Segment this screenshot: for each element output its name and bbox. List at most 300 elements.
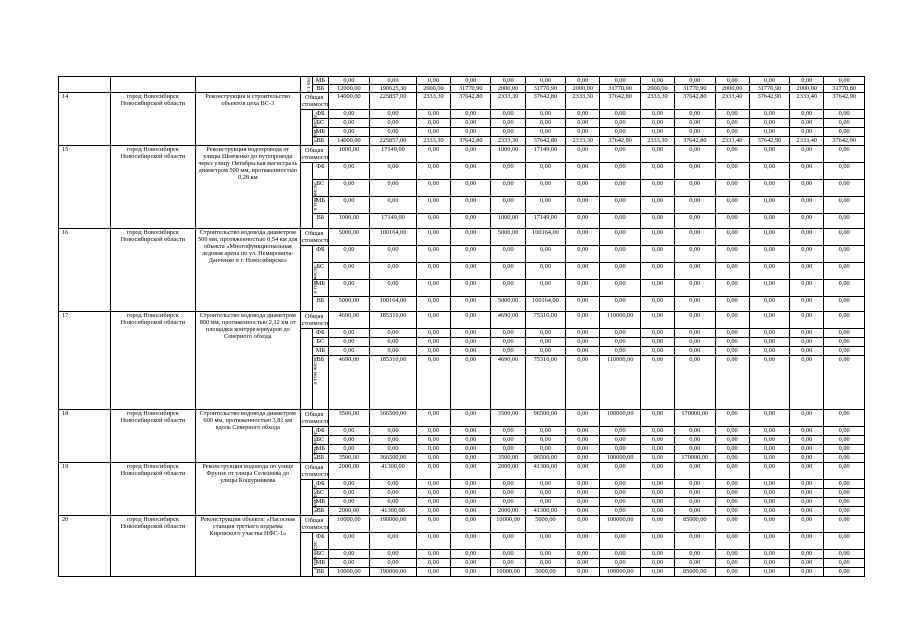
value-cell: 0,00 [749,454,789,463]
value-cell: 0,00 [790,214,824,229]
value-cell: 0,00 [328,77,369,85]
value-cell: 0,00 [416,110,450,119]
value-cell: 0,00 [715,110,749,119]
value-cell: 0,00 [566,533,600,550]
value-cell: 0,00 [600,146,640,163]
value-cell: 0,00 [790,128,824,137]
value-cell: 0,00 [525,163,565,180]
value-cell: 0,00 [790,410,824,427]
value-cell: 0,00 [824,436,865,445]
value-cell: 0,00 [640,427,674,436]
value-cell: 0,00 [715,498,749,507]
value-cell: 0,00 [715,214,749,229]
value-cell: 2333,40 [715,93,749,110]
value-cell: 0,00 [715,356,749,410]
value-cell: 0,00 [451,329,491,338]
value-cell: 0,00 [328,263,369,280]
value-cell: 225857,00 [370,93,417,110]
value-cell: 0,00 [715,197,749,214]
value-cell: 185310,00 [370,356,417,410]
value-cell: 0,00 [749,347,789,356]
value-cell: 0,00 [451,214,491,229]
value-cell: 0,00 [525,329,565,338]
value-cell: 0,00 [824,463,865,480]
value-cell: 0,00 [370,280,417,297]
value-cell: 0,00 [566,77,600,85]
value-cell: 0,00 [566,507,600,516]
in-that-label [300,163,319,229]
value-cell: 0,00 [328,480,369,489]
value-cell: 0,00 [600,347,640,356]
budget-code: ФБ [313,427,329,436]
value-cell: 0,00 [824,480,865,489]
value-cell: 0,00 [416,559,450,568]
value-cell: 100164,00 [525,229,565,246]
value-cell: 0,00 [824,533,865,550]
value-cell: 0,00 [790,280,824,297]
value-cell: 2333,40 [715,137,749,146]
value-cell: 2333,30 [491,137,525,146]
value-cell: 0,00 [675,436,715,445]
value-cell: 170000,00 [675,454,715,463]
value-cell: 0,00 [328,445,369,454]
budget-code: ВБ [313,85,329,93]
value-cell: 0,00 [416,297,450,312]
value-cell: 0,00 [451,454,491,463]
value-cell: 0,00 [416,489,450,498]
value-cell: 37642,80 [451,137,491,146]
value-cell: 0,00 [451,128,491,137]
value-cell: 0,00 [451,77,491,85]
value-cell: 2333,30 [640,137,674,146]
value-cell: 0,00 [824,229,865,246]
value-cell: 5000,00 [491,229,525,246]
value-cell: 0,00 [749,516,789,533]
value-cell: 37642,90 [824,93,865,110]
value-cell: 0,00 [525,436,565,445]
value-cell: 0,00 [790,498,824,507]
value-cell: 0,00 [416,463,450,480]
value-cell: 0,00 [328,559,369,568]
value-cell: 0,00 [370,263,417,280]
value-cell: 0,00 [566,146,600,163]
value-cell: 0,00 [824,498,865,507]
value-cell: 0,00 [416,312,450,329]
value-cell: 0,00 [416,263,450,280]
value-cell: 37642,90 [749,137,789,146]
value-cell: 0,00 [328,197,369,214]
value-cell: 10000,00 [491,516,525,533]
value-cell: 0,00 [451,533,491,550]
value-cell: 0,00 [491,533,525,550]
value-cell: 41300,00 [525,507,565,516]
value-cell: 0,00 [749,214,789,229]
budget-code: ВБ [313,454,329,463]
value-cell: 0,00 [824,568,865,577]
value-cell: 0,00 [715,246,749,263]
value-cell: 0,00 [790,246,824,263]
value-cell: 0,00 [525,550,565,559]
project-name: Реконструкция объекта: «Насосная станция третьего подъема Кировского участка НФС-1» [195,516,300,577]
value-cell: 0,00 [824,312,865,329]
value-cell: 14000,00 [328,93,369,110]
value-cell: 0,00 [824,110,865,119]
value-cell: 0,00 [749,163,789,180]
value-cell: 0,00 [600,489,640,498]
value-cell: 0,00 [451,559,491,568]
value-cell: 0,00 [675,110,715,119]
value-cell: 225857,00 [370,137,417,146]
value-cell: 0,00 [749,180,789,197]
value-cell: 0,00 [824,445,865,454]
value-cell: 0,00 [328,280,369,297]
value-cell: 0,00 [416,356,450,410]
value-cell: 0,00 [640,550,674,559]
value-cell: 31770,90 [749,85,789,93]
value-cell: 0,00 [824,119,865,128]
value-cell: 0,00 [416,550,450,559]
budget-code: БС [313,263,329,280]
municipality: город Новосибирск Новосибирской области [110,146,195,229]
value-cell: 0,00 [416,347,450,356]
budget-code: БС [313,436,329,445]
value-cell: 0,00 [640,119,674,128]
value-cell: 0,00 [824,507,865,516]
value-cell: 4690,00 [328,356,369,410]
value-cell: 0,00 [525,498,565,507]
value-cell: 0,00 [824,410,865,427]
value-cell: 0,00 [749,128,789,137]
value-cell: 0,00 [491,489,525,498]
value-cell: 0,00 [451,312,491,329]
value-cell: 0,00 [328,436,369,445]
value-cell: 0,00 [600,229,640,246]
value-cell: 0,00 [451,280,491,297]
value-cell: 96500,00 [525,410,565,427]
value-cell: 0,00 [675,128,715,137]
value-cell: 0,00 [640,445,674,454]
value-cell: 0,00 [328,119,369,128]
value-cell: 0,00 [640,297,674,312]
value-cell: 0,00 [824,128,865,137]
value-cell: 0,00 [715,445,749,454]
value-cell: 31770,90 [600,85,640,93]
value-cell: 0,00 [451,263,491,280]
budget-code: ФБ [313,163,329,180]
value-cell: 0,00 [370,110,417,119]
municipality: город Новосибирск Новосибирской области [110,229,195,312]
project-name: Строительство водовода диаметром 800 мм, протяженностью 2,12 км от площадки контррезервуаров до Северного обхода [195,312,300,410]
value-cell: 0,00 [451,146,491,163]
value-cell: 0,00 [451,507,491,516]
value-cell: 0,00 [491,480,525,489]
in-that-label [300,110,319,146]
value-cell: 0,00 [824,280,865,297]
value-cell: 0,00 [675,297,715,312]
value-cell: 0,00 [370,445,417,454]
value-cell: 0,00 [715,229,749,246]
value-cell: 0,00 [451,410,491,427]
value-cell: 2333,30 [566,93,600,110]
value-cell: 75310,00 [525,356,565,410]
project-total-row [59,146,865,163]
in-that-text: в том числе: [312,113,319,143]
in-that-label [300,427,319,463]
value-cell: 41300,00 [370,463,417,480]
budget-code: МБ [313,280,329,297]
value-cell: 185310,00 [370,312,417,329]
value-cell: 0,00 [566,480,600,489]
value-cell: 0,00 [451,356,491,410]
value-cell: 0,00 [370,347,417,356]
value-cell: 17149,00 [525,146,565,163]
value-cell: 0,00 [600,507,640,516]
value-cell: 0,00 [566,427,600,436]
value-cell: 0,00 [600,297,640,312]
total-cost-label: Общая стоимость [301,230,330,244]
value-cell: 0,00 [715,559,749,568]
municipality: город Новосибирск Новосибирской области [110,312,195,410]
value-cell: 0,00 [749,338,789,347]
municipality-cell [110,77,195,93]
value-cell: 0,00 [491,550,525,559]
value-cell: 0,00 [451,110,491,119]
value-cell: 0,00 [416,146,450,163]
value-cell: 100164,00 [525,297,565,312]
value-cell: 0,00 [370,163,417,180]
value-cell: 0,00 [749,197,789,214]
value-cell: 0,00 [675,347,715,356]
value-cell: 0,00 [749,356,789,410]
value-cell: 0,00 [600,338,640,347]
in-that-text: в том числе: [312,181,319,211]
value-cell: 0,00 [416,128,450,137]
value-cell: 0,00 [491,280,525,297]
value-cell: 0,00 [491,427,525,436]
value-cell: 0,00 [824,329,865,338]
value-cell: 0,00 [491,197,525,214]
value-cell: 4690,00 [491,356,525,410]
value-cell: 0,00 [566,463,600,480]
value-cell: 0,00 [370,338,417,347]
value-cell: 100000,00 [600,410,640,427]
budget-code: БС [313,338,329,347]
value-cell: 0,00 [328,110,369,119]
value-cell: 0,00 [640,163,674,180]
value-cell: 0,00 [790,533,824,550]
budget-code: ФБ [313,246,329,263]
value-cell: 0,00 [824,550,865,559]
value-cell: 31770,80 [824,85,865,93]
value-cell: 0,00 [566,436,600,445]
value-cell: 0,00 [566,454,600,463]
value-cell: 190000,00 [370,568,417,577]
value-cell: 85000,00 [675,568,715,577]
value-cell: 0,00 [370,119,417,128]
value-cell: 0,00 [749,498,789,507]
value-cell: 2000,00 [416,85,450,93]
value-cell: 0,00 [824,180,865,197]
value-cell: 0,00 [491,445,525,454]
value-cell: 2000,00 [491,463,525,480]
value-cell: 0,00 [566,229,600,246]
value-cell: 0,00 [715,463,749,480]
value-cell: 0,00 [640,454,674,463]
total-cost-label: Общая стоимость [301,464,330,478]
in-that-text: в том числе: [312,430,319,460]
value-cell: 0,00 [451,550,491,559]
value-cell: 0,00 [491,77,525,85]
budget-code: МБ [313,559,329,568]
value-cell: 0,00 [600,436,640,445]
value-cell: 0,00 [790,347,824,356]
value-cell: 0,00 [675,229,715,246]
value-cell: 0,00 [416,246,450,263]
value-cell: 0,00 [790,550,824,559]
value-cell: 0,00 [640,498,674,507]
value-cell: 0,00 [715,128,749,137]
value-cell: 0,00 [416,516,450,533]
value-cell: 0,00 [675,214,715,229]
value-cell: 0,00 [416,77,450,85]
value-cell: 0,00 [491,180,525,197]
value-cell: 0,00 [416,480,450,489]
value-cell: 0,00 [824,163,865,180]
value-cell: 0,00 [675,550,715,559]
value-cell: 2333,30 [491,93,525,110]
in-that-label [300,533,319,577]
value-cell: 12000,00 [328,85,369,93]
value-cell: 0,00 [675,163,715,180]
value-cell: 0,00 [370,427,417,436]
value-cell: 1000,00 [491,146,525,163]
value-cell: 0,00 [715,163,749,180]
value-cell: 0,00 [790,463,824,480]
value-cell: 75310,00 [525,312,565,329]
value-cell: 0,00 [640,480,674,489]
value-cell: 0,00 [416,119,450,128]
value-cell: 0,00 [451,347,491,356]
value-cell: 0,00 [675,356,715,410]
value-cell: 0,00 [790,445,824,454]
value-cell: 0,00 [491,329,525,338]
value-cell: 0,00 [790,568,824,577]
value-cell: 17149,00 [370,214,417,229]
value-cell: 0,00 [790,516,824,533]
value-cell: 3500,00 [491,454,525,463]
value-cell: 0,00 [451,246,491,263]
value-cell: 0,00 [749,297,789,312]
value-cell: 0,00 [824,559,865,568]
value-cell: 0,00 [416,338,450,347]
value-cell: 0,00 [715,280,749,297]
total-cost-label: Общая стоимость [301,313,330,327]
value-cell: 0,00 [416,507,450,516]
value-cell: 0,00 [600,498,640,507]
value-cell: 37642,90 [824,137,865,146]
project-total-row [59,516,865,533]
value-cell: 0,00 [370,128,417,137]
value-cell: 0,00 [675,119,715,128]
value-cell: 0,00 [824,489,865,498]
value-cell: 0,00 [416,568,450,577]
project-number: 19 [59,463,111,516]
value-cell: 0,00 [824,297,865,312]
value-cell: 0,00 [566,128,600,137]
value-cell: 0,00 [715,180,749,197]
in-that-label [300,77,312,93]
value-cell: 100000,00 [600,454,640,463]
value-cell: 0,00 [600,110,640,119]
value-cell: 0,00 [675,427,715,436]
value-cell: 0,00 [451,229,491,246]
value-cell: 0,00 [790,507,824,516]
value-cell: 0,00 [566,347,600,356]
value-cell: 2333,40 [790,137,824,146]
value-cell: 37642,80 [451,93,491,110]
project-total-row [59,93,865,110]
budget-code: БС [313,119,329,128]
value-cell: 0,00 [675,533,715,550]
project-number: 17 [59,312,111,410]
value-cell: 0,00 [600,263,640,280]
value-cell: 0,00 [566,197,600,214]
value-cell: 41300,00 [370,507,417,516]
value-cell: 0,00 [600,119,640,128]
value-cell: 0,00 [491,110,525,119]
value-cell: 0,00 [749,568,789,577]
value-cell: 37642,80 [675,137,715,146]
value-cell: 0,00 [790,263,824,280]
project-number: 20 [59,516,111,577]
value-cell: 0,00 [790,312,824,329]
value-cell: 0,00 [566,559,600,568]
value-cell: 0,00 [566,163,600,180]
value-cell: 0,00 [370,533,417,550]
value-cell: 0,00 [416,436,450,445]
budget-code: МБ [313,128,329,137]
value-cell: 0,00 [824,347,865,356]
value-cell: 0,00 [640,312,674,329]
budget-code: ФБ [313,329,329,338]
value-cell: 0,00 [451,480,491,489]
value-cell: 0,00 [640,338,674,347]
value-cell: 0,00 [370,329,417,338]
value-cell: 0,00 [566,180,600,197]
value-cell: 0,00 [715,427,749,436]
value-cell: 0,00 [416,229,450,246]
value-cell: 0,00 [749,312,789,329]
value-cell: 0,00 [328,338,369,347]
value-cell: 10000,00 [491,568,525,577]
value-cell: 0,00 [566,297,600,312]
total-cost-label: Общая стоимость [301,411,330,425]
value-cell: 0,00 [600,197,640,214]
value-cell: 0,00 [451,463,491,480]
value-cell: 2000,00 [328,507,369,516]
value-cell: 0,00 [749,280,789,297]
value-cell: 0,00 [416,498,450,507]
value-cell: 31770,90 [525,85,565,93]
project-name: Реконструкция водопровода от улицы Шевченко до путепровода через улицу Октябрьская магистраль диаметром 500 мм, протяженностью 0,28 км [195,146,300,229]
value-cell: 0,00 [525,246,565,263]
budget-code: ВБ [313,356,329,410]
value-cell: 0,00 [749,436,789,445]
value-cell: 0,00 [525,347,565,356]
value-cell: 0,00 [416,280,450,297]
value-cell: 0,00 [790,197,824,214]
value-cell: 0,00 [525,533,565,550]
